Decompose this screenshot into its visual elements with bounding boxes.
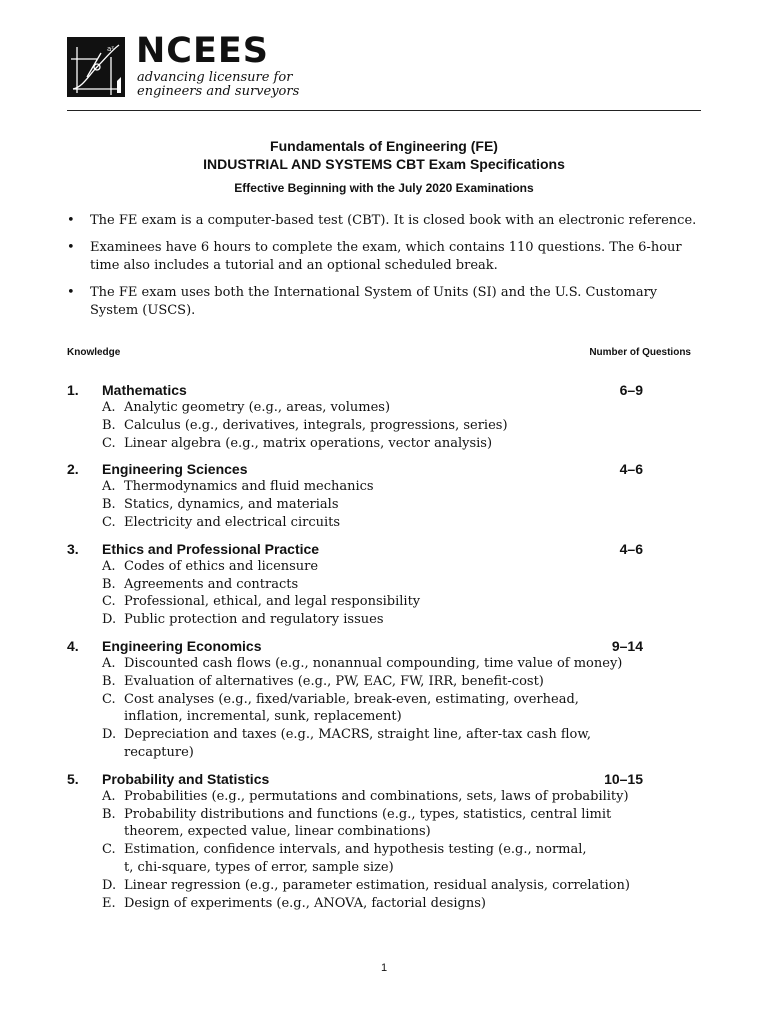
item-letter: C. bbox=[102, 514, 116, 530]
item-text: Design of experiments (e.g., ANOVA, factorial designs) bbox=[124, 895, 486, 911]
item-text: Calculus (e.g., derivatives, integrals, progressions, series) bbox=[124, 417, 508, 433]
list-item bbox=[67, 673, 707, 691]
item-text: Probabilities (e.g., permutations and combinations, sets, laws of probability) bbox=[124, 788, 629, 804]
item-letter: B. bbox=[102, 806, 116, 822]
subtopic-list bbox=[67, 788, 707, 913]
item-text-continued: inflation, incremental, sunk, replacement) bbox=[124, 709, 402, 725]
knowledge-section bbox=[67, 381, 707, 452]
item-text: Depreciation and taxes (e.g., MACRS, straight line, after-tax cash flow, bbox=[124, 727, 592, 743]
knowledge-section bbox=[67, 540, 707, 629]
item-text: Codes of ethics and licensure bbox=[124, 558, 319, 574]
logo-tagline bbox=[137, 71, 337, 99]
section-heading bbox=[67, 770, 707, 788]
list-item bbox=[67, 212, 707, 230]
list-item bbox=[67, 576, 707, 594]
logo-tagline-line: advancing licensure for bbox=[137, 70, 293, 85]
list-item bbox=[67, 611, 707, 629]
section-heading bbox=[67, 637, 707, 655]
list-item bbox=[67, 806, 707, 842]
item-text-continued: theorem, expected value, linear combinations) bbox=[124, 824, 431, 840]
item-letter: A. bbox=[102, 655, 116, 671]
item-letter: C. bbox=[102, 842, 116, 858]
item-text: Agreements and contracts bbox=[124, 576, 299, 592]
item-text: Discounted cash flows (e.g., nonannual compounding, time value of money) bbox=[124, 655, 623, 671]
list-item bbox=[67, 691, 707, 727]
item-letter: A. bbox=[102, 558, 116, 574]
section-heading bbox=[67, 460, 707, 478]
section-number: 3. bbox=[67, 540, 79, 557]
item-letter: A. bbox=[102, 479, 116, 495]
list-item bbox=[67, 514, 707, 532]
item-letter: A. bbox=[102, 788, 116, 804]
list-item bbox=[67, 655, 707, 673]
section-number: 1. bbox=[67, 382, 79, 398]
item-text: Analytic geometry (e.g., areas, volumes) bbox=[124, 400, 391, 415]
list-item bbox=[67, 788, 707, 806]
question-count: 9–14 bbox=[611, 637, 643, 654]
item-letter: C. bbox=[102, 691, 116, 707]
item-text: Cost analyses (e.g., fixed/variable, break-even, estimating, overhead, bbox=[124, 691, 579, 707]
item-letter: A. bbox=[102, 400, 116, 415]
list-item bbox=[67, 558, 707, 576]
exam-info-list bbox=[67, 212, 707, 329]
list-item bbox=[67, 841, 707, 877]
list-item bbox=[67, 593, 707, 611]
list-item bbox=[67, 726, 707, 762]
item-letter: D. bbox=[102, 612, 117, 628]
item-text: Public protection and regulatory issues bbox=[124, 612, 384, 628]
section-heading bbox=[67, 540, 707, 558]
list-item bbox=[67, 417, 707, 435]
header-divider bbox=[67, 110, 701, 111]
item-letter: C. bbox=[102, 435, 116, 451]
item-text-continued: recapture) bbox=[124, 744, 194, 760]
section-number: 4. bbox=[67, 637, 79, 654]
item-text: Evaluation of alternatives (e.g., PW, EAC, FW, IRR, benefit-cost) bbox=[124, 673, 544, 689]
item-text: Thermodynamics and fluid mechanics bbox=[124, 479, 374, 495]
subtopic-list bbox=[67, 655, 707, 762]
question-count: 4–6 bbox=[619, 461, 643, 478]
bullet-text: The FE exam is a computer-based test (CBT). It is closed book with an electronic reference. bbox=[90, 213, 697, 228]
section-title: Ethics and Professional Practice bbox=[102, 540, 320, 557]
list-item bbox=[67, 478, 707, 496]
list-item bbox=[67, 435, 707, 453]
item-letter: C. bbox=[102, 594, 116, 610]
question-count: 6–9 bbox=[619, 382, 643, 398]
item-text: Professional, ethical, and legal responsibility bbox=[124, 594, 421, 610]
item-letter: B. bbox=[102, 417, 116, 433]
page-number: 1 bbox=[380, 962, 388, 974]
item-letter: D. bbox=[102, 727, 117, 743]
item-text: Linear regression (e.g., parameter estimation, residual analysis, correlation) bbox=[124, 877, 630, 893]
item-text: Electricity and electrical circuits bbox=[124, 514, 341, 530]
logo-tagline-line: engineers and surveyors bbox=[137, 84, 300, 99]
list-item bbox=[67, 239, 707, 275]
list-item bbox=[67, 877, 707, 895]
item-text: Statics, dynamics, and materials bbox=[124, 497, 339, 513]
subtopic-list bbox=[67, 399, 707, 452]
subtopic-list bbox=[67, 558, 707, 629]
section-number: 2. bbox=[67, 461, 79, 478]
list-item bbox=[67, 284, 707, 320]
item-text: Linear algebra (e.g., matrix operations, vector analysis) bbox=[124, 435, 493, 451]
section-title: Mathematics bbox=[102, 382, 187, 398]
svg-text:a²: a² bbox=[107, 45, 115, 53]
section-title: Probability and Statistics bbox=[102, 770, 270, 787]
bullet-text: Examinees have 6 hours to complete the exam, which contains 110 questions. The 6-hour time also includes a tutorial and an optional scheduled break. bbox=[90, 240, 682, 273]
item-letter: B. bbox=[102, 497, 116, 513]
item-letter: B. bbox=[102, 576, 116, 592]
knowledge-section bbox=[67, 770, 707, 913]
bullet-text: The FE exam uses both the International System of Units (SI) and the U.S. Customary System (USCS). bbox=[90, 285, 658, 318]
section-heading bbox=[67, 381, 707, 399]
bullet-icon: • bbox=[67, 240, 75, 255]
effective-date-line: Effective Beginning with the July 2020 Examinations bbox=[234, 181, 534, 195]
knowledge-sections bbox=[67, 381, 707, 920]
subtopic-list bbox=[67, 478, 707, 531]
section-title: Engineering Sciences bbox=[102, 461, 248, 478]
list-item bbox=[67, 496, 707, 514]
document-subtitle: INDUSTRIAL AND SYSTEMS CBT Exam Specifications bbox=[203, 156, 565, 172]
item-text: Estimation, confidence intervals, and hypothesis testing (e.g., normal, bbox=[124, 842, 587, 858]
item-letter: B. bbox=[102, 673, 116, 689]
section-title: Engineering Economics bbox=[102, 637, 262, 654]
item-letter: E. bbox=[102, 895, 116, 911]
bullet-icon: • bbox=[67, 285, 75, 300]
item-text-continued: t, chi-square, types of error, sample size) bbox=[124, 859, 394, 875]
logo-name: NCEES bbox=[136, 31, 270, 71]
list-item bbox=[67, 399, 707, 417]
knowledge-section bbox=[67, 460, 707, 531]
ncees-emblem-icon bbox=[67, 37, 125, 97]
questions-header: Number of Questions bbox=[589, 347, 691, 358]
document-title: Fundamentals of Engineering (FE) bbox=[270, 138, 498, 154]
document-titles bbox=[0, 137, 768, 196]
item-letter: D. bbox=[102, 877, 117, 893]
list-item bbox=[67, 895, 707, 913]
section-number: 5. bbox=[67, 770, 79, 787]
bullet-icon: • bbox=[67, 213, 75, 228]
knowledge-section bbox=[67, 637, 707, 762]
question-count: 10–15 bbox=[604, 770, 643, 787]
item-text: Probability distributions and functions (e.g., types, statistics, central limit bbox=[124, 806, 612, 822]
question-count: 4–6 bbox=[619, 540, 643, 557]
knowledge-header: Knowledge bbox=[67, 347, 121, 358]
